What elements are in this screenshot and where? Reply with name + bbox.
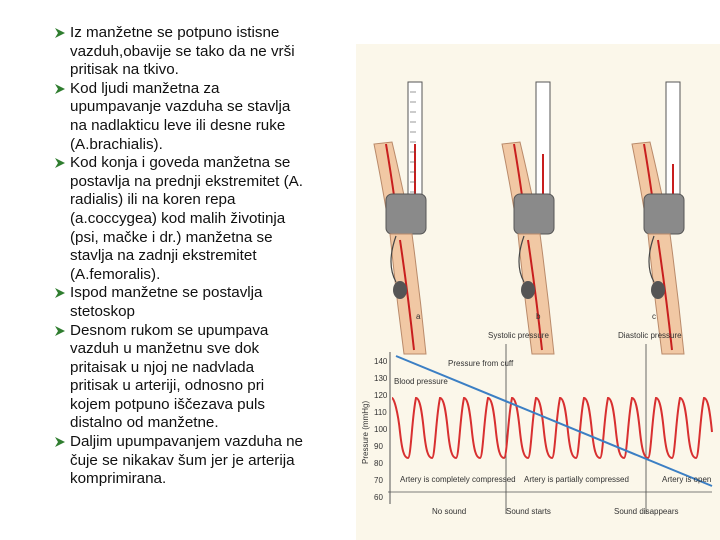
- bullet-text-line: upumpavanje vazduha se stavlja: [70, 98, 291, 116]
- svg-text:b: b: [536, 312, 541, 321]
- arrow-bullet-icon: [54, 287, 66, 299]
- bullet-text-line: vazduh u manžetnu sve dok: [70, 340, 260, 358]
- bullet-text-line: čuje se nikakav šum jer je arterija: [70, 451, 295, 469]
- bullet-text-line: pritisak na tkivo.: [70, 61, 179, 79]
- svg-text:a: a: [416, 312, 421, 321]
- bullet-text-line: (a.coccygea) kod malih životinja: [70, 209, 286, 227]
- svg-text:70: 70: [374, 476, 383, 485]
- svg-text:120: 120: [374, 391, 388, 400]
- bullet-text-line: Kod konja i goveda manžetna se: [70, 154, 291, 172]
- bullet-text-line: Kod ljudi manžetna za: [70, 79, 220, 97]
- cuff-pressure-line: [396, 356, 712, 486]
- bullet-text-line: pritaisak u njoj ne nadvlada: [70, 358, 255, 376]
- no-sound-label: No sound: [432, 507, 467, 516]
- bullet-text-line: (psi, mačke i dr.) manžetna se: [70, 228, 273, 246]
- diastolic-label: Diastolic pressure: [618, 331, 682, 340]
- svg-text:80: 80: [374, 459, 383, 468]
- arrow-bullet-icon: [54, 83, 66, 95]
- blood-pressure-label: Blood pressure: [394, 377, 448, 386]
- panel-a: [374, 82, 426, 354]
- artery-partially-label: Artery is partially compressed: [524, 475, 629, 484]
- blood-pressure-figure: [356, 44, 720, 540]
- arrow-bullet-icon: [54, 325, 66, 337]
- blood-pressure-wave: [392, 398, 712, 458]
- sound-disappears-label: Sound disappears: [614, 507, 679, 516]
- bullet-text-line: (A.femoralis).: [70, 265, 161, 283]
- artery-open-label: Artery is open: [662, 475, 712, 484]
- bullet-text-line: (A.brachialis).: [70, 135, 163, 153]
- svg-text:100: 100: [374, 425, 388, 434]
- panel-c: [632, 82, 684, 354]
- bullet-list: [48, 24, 358, 489]
- bullet-item: [48, 433, 358, 489]
- svg-text:90: 90: [374, 442, 383, 451]
- bullet-text-line: distalno od manžetne.: [70, 414, 219, 432]
- bullet-text-line: stavlja na zadnji ekstremitet: [70, 247, 257, 265]
- bullet-text-line: Desnom rukom se upumpava: [70, 321, 269, 339]
- y-axis-ticks: [374, 357, 388, 502]
- bullet-item: [48, 24, 358, 80]
- pressure-graph: [361, 331, 712, 516]
- bullet-text-line: komprimirana.: [70, 470, 167, 488]
- systolic-label: Systolic pressure: [488, 331, 549, 340]
- svg-text:140: 140: [374, 357, 388, 366]
- sound-starts-label: Sound starts: [506, 507, 551, 516]
- svg-text:c: c: [652, 312, 656, 321]
- bullet-text-line: kojem potpuno iščezava puls: [70, 395, 266, 413]
- bullet-text-line: Ispod manžetne se postavlja: [70, 284, 263, 302]
- svg-text:130: 130: [374, 374, 388, 383]
- bullet-text-line: Daljim upumpavanjem vazduha ne: [70, 433, 304, 451]
- svg-text:60: 60: [374, 493, 383, 502]
- bullet-text-line: radialis) ili na koren repa: [70, 191, 236, 209]
- artery-compressed-label: Artery is completely compressed: [400, 475, 516, 484]
- arrow-bullet-icon: [54, 27, 66, 39]
- auscultation-illustration: [356, 44, 720, 540]
- bullet-item: [48, 80, 358, 154]
- bullet-text-line: pritisak u arteriji, odnosno pri: [70, 377, 265, 395]
- bullet-text-line: na nadlakticu leve ili desne ruke: [70, 116, 286, 134]
- y-axis-label: Pressure (mmHg): [361, 400, 370, 464]
- bullet-item: [48, 322, 358, 434]
- bullet-text-line: Iz manžetne se potpuno istisne: [70, 24, 280, 41]
- bullet-text-line: vazduh,obavije se tako da ne vrši: [70, 42, 295, 60]
- bullet-item: [48, 284, 358, 321]
- bullet-text-line: stetoskop: [70, 302, 136, 320]
- arrow-bullet-icon: [54, 436, 66, 448]
- bullet-item: [48, 154, 358, 284]
- cuff-pressure-label: Pressure from cuff: [448, 359, 514, 368]
- svg-text:110: 110: [374, 408, 387, 417]
- bullet-text-line: postavlja na prednji ekstremitet (A.: [70, 172, 303, 190]
- arrow-bullet-icon: [54, 157, 66, 169]
- panel-b: [502, 82, 554, 354]
